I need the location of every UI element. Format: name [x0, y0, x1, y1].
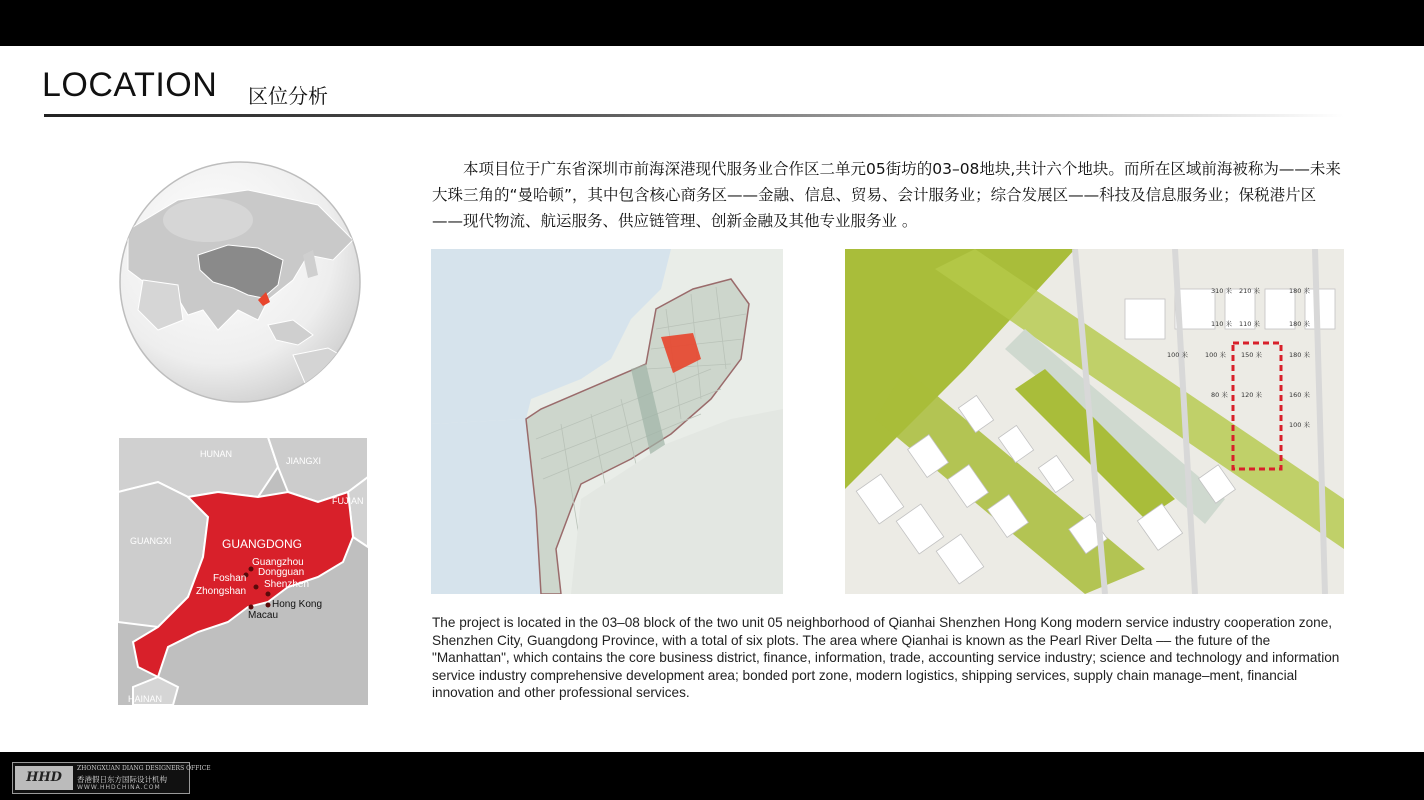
guangdong-map: [118, 437, 368, 705]
height-label: 100 米: [1167, 351, 1188, 359]
bottom-bar: [0, 752, 1424, 800]
city-dongguan: Dongguan: [258, 567, 305, 578]
height-label: 100 米: [1205, 351, 1226, 359]
label-hunan: HUNAN: [200, 449, 233, 459]
label-fujian: FUJIAN: [332, 496, 364, 506]
city-foshan: Foshan: [213, 573, 247, 584]
height-label: 110 米: [1239, 320, 1260, 328]
city-zhongshan: Zhongshan: [196, 586, 247, 597]
city-hong-kong: Hong Kong: [272, 599, 323, 610]
label-guangdong: GUANGDONG: [222, 537, 303, 551]
height-label: 120 米: [1241, 391, 1262, 399]
globe-image: [118, 160, 362, 404]
company-logo: [12, 762, 211, 794]
city-macau: Macau: [248, 610, 279, 621]
qianhai-site-plan: [431, 249, 783, 594]
height-label: 310 米: [1211, 287, 1232, 295]
height-label: 80 米: [1211, 391, 1228, 399]
height-label: 180 米: [1289, 320, 1310, 328]
logo-website: WWW.HHDCHINA.COM: [77, 784, 161, 791]
page-title: LOCATION: [42, 66, 218, 104]
description-chinese: 本项目位于广东省深圳市前海深港现代服务业合作区二单元05街坊的03–08地块,共计六个地块。而所在区域前海被称为——未来大珠三角的“曼哈顿”，其中包含核心商务区——金融、信息、贸易、会计服务业；综合发展区——科技及信息服务业；保税港片区——现代物流、航运服务、供应链管理、创新金融及其他专业服务业 。: [432, 160, 1341, 230]
height-label: 150 米: [1241, 351, 1262, 359]
page-subtitle: 区位分析: [248, 84, 328, 108]
city-guangzhou: Guangzhou: [252, 557, 304, 568]
height-label: 110 米: [1211, 320, 1232, 328]
city-shenzhen: Shenzhen: [264, 579, 310, 590]
label-jiangxi: JIANGXI: [286, 456, 322, 466]
label-guangxi: GUANGXI: [130, 536, 172, 546]
top-bar: [0, 0, 1424, 46]
description-english: The project is located in the 03–08 block of the two unit 05 neighborhood of Qianhai Shenzhen Hong Kong modern service industry cooperation zone, Shenzhen City, Guangdong Province, with a total of six plots. The area where Qianhai is known as the Pearl River Delta –– the future of the "Manhattan", which contains the core business district, finance, information, trade, accounting service industry; science and technology and information service industry comprehensive development area; bonded port zone, modern logistics, shipping services, supply chain manage–ment, financial innovation and other professional services.: [432, 615, 1340, 700]
logo-chinese-name: 香港假日东方国际设计机构: [77, 775, 167, 784]
logo-mark: HHD: [15, 766, 73, 790]
height-label: 180 米: [1289, 351, 1310, 359]
height-label: 100 米: [1289, 421, 1310, 429]
logo-english-name: ZHONGXUAN DIANG DESIGNERS OFFICE: [77, 765, 211, 772]
height-label: 160 米: [1289, 391, 1310, 399]
title-divider: [44, 114, 1344, 117]
height-label: 210 米: [1239, 287, 1260, 295]
label-hainan: HAINAN: [128, 694, 163, 704]
height-label: 180 米: [1289, 287, 1310, 295]
aerial-master-plan: [845, 249, 1344, 594]
